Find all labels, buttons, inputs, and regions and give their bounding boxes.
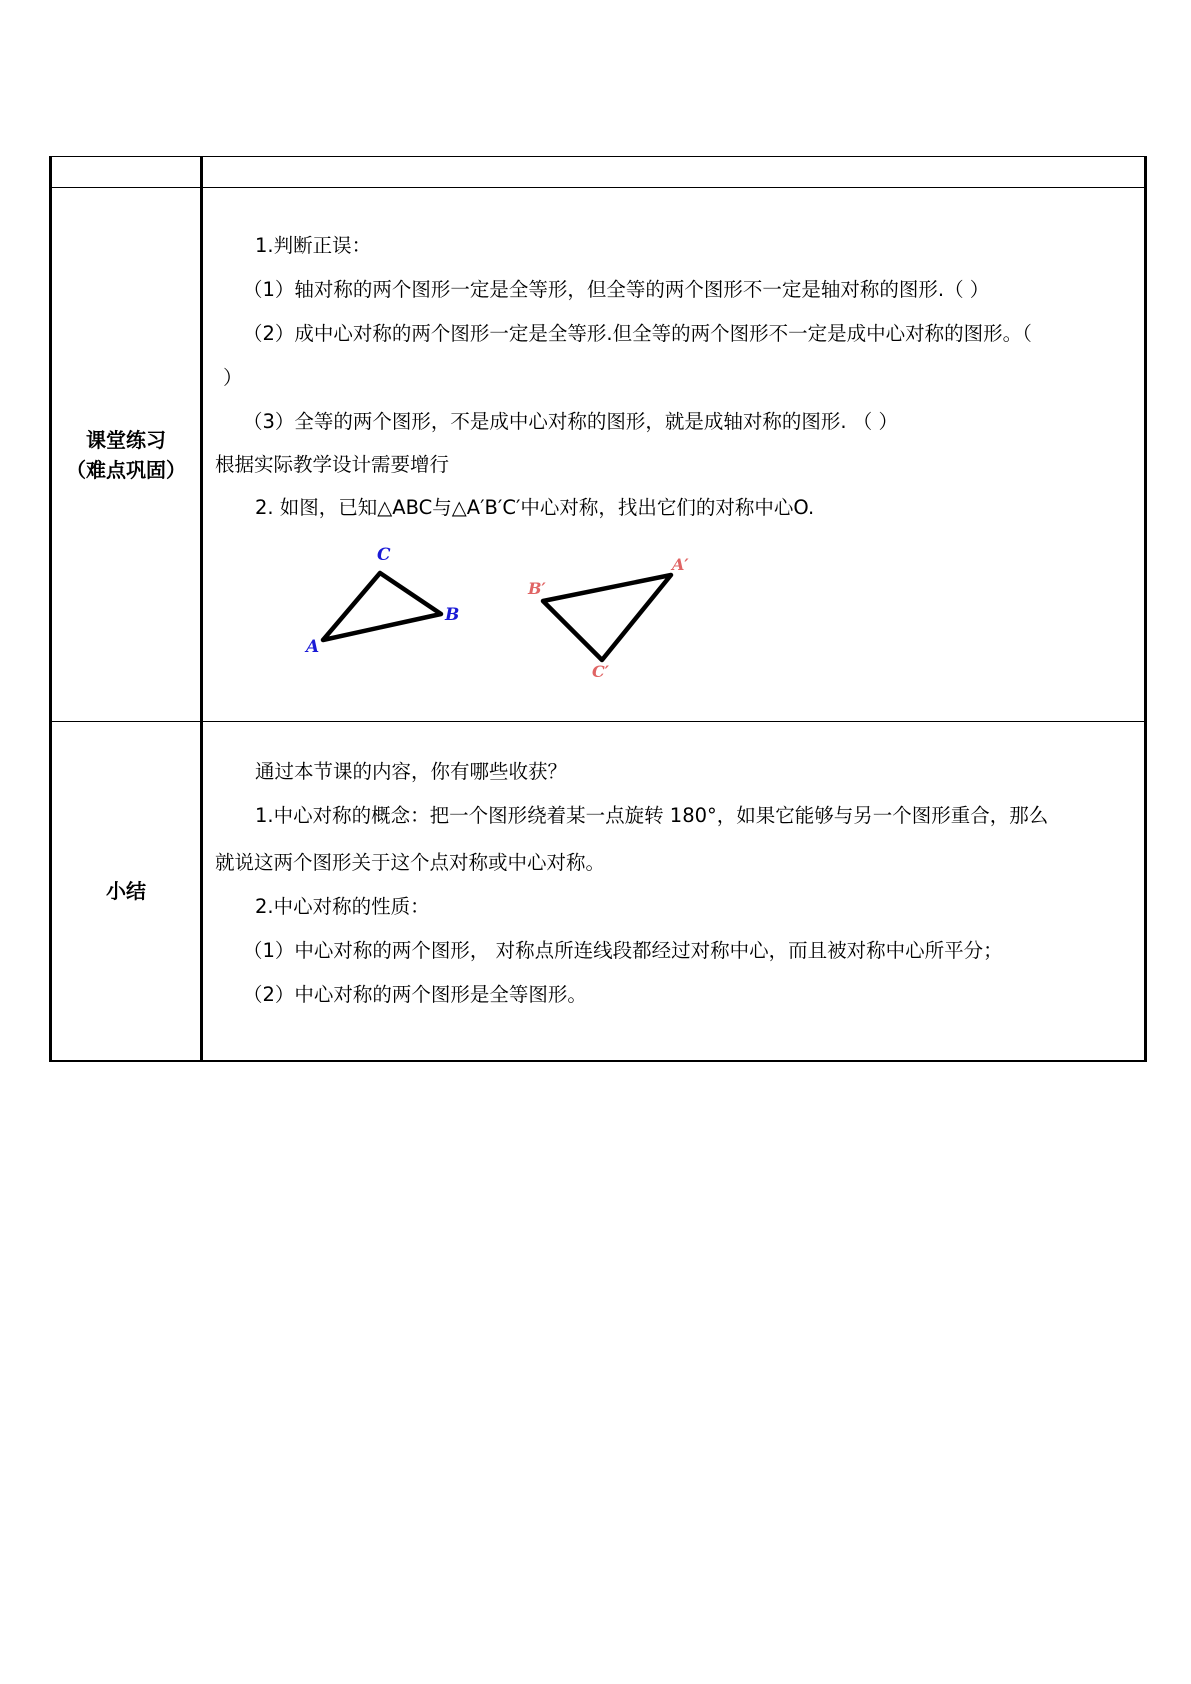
vertex-label-b-prime: B′ [528, 579, 546, 598]
practice-item-2-close: ） [223, 366, 243, 389]
triangle-figure-svg [215, 530, 775, 710]
summary-definition-cont: 就说这两个图形关于这个点对称或中心对称。 [215, 851, 606, 874]
header-content-cell [202, 157, 1146, 188]
practice-note: 根据实际教学设计需要增行 [215, 453, 450, 476]
vertex-label-a-prime: A′ [672, 555, 689, 574]
summary-row [51, 722, 1146, 1061]
summary-prompt: 通过本节课的内容，你有哪些收获？ [255, 760, 568, 783]
practice-label-cell [51, 188, 202, 722]
summary-content-cell [202, 722, 1146, 1061]
practice-content-cell [202, 188, 1146, 722]
vertex-label-c: C [377, 545, 391, 565]
lesson-plan-table [49, 156, 1147, 1062]
summary-properties-heading: 2.中心对称的性质： [255, 895, 430, 918]
summary-label-title: 小结 [106, 878, 146, 903]
summary-label-cell [51, 722, 202, 1061]
practice-label-title: 课堂练习 [86, 427, 166, 452]
vertex-label-b: B [445, 605, 460, 625]
practice-question-2: 2. 如图，已知△ABC与△A′B′C′中心对称，找出它们的对称中心O. [255, 496, 815, 519]
practice-item-1: （1）轴对称的两个图形一定是全等形，但全等的两个图形不一定是轴对称的图形.（ ） [243, 278, 990, 301]
practice-label-subtitle: （难点巩固） [66, 457, 186, 482]
triangle-abc [323, 573, 441, 640]
vertex-label-a: A [306, 637, 320, 657]
practice-item-2: （2）成中心对称的两个图形一定是全等形.但全等的两个图形不一定是成中心对称的图形。（ [243, 322, 1032, 345]
triangle-prime [543, 575, 671, 660]
vertex-label-c-prime: C′ [592, 662, 609, 681]
practice-item-3: （3）全等的两个图形，不是成中心对称的图形，就是成轴对称的图形. （ ） [243, 410, 899, 433]
triangle-figure [215, 530, 1126, 710]
header-label-cell [51, 157, 202, 188]
practice-heading: 1.判断正误： [255, 234, 372, 257]
summary-property-1: （1）中心对称的两个图形， 对称点所连线段都经过对称中心，而且被对称中心所平分； [243, 939, 1003, 962]
practice-row [51, 188, 1146, 722]
summary-definition: 1.中心对称的概念：把一个图形绕着某一点旋转 180°，如果它能够与另一个图形重合，那么 [255, 804, 1049, 827]
header-row [51, 157, 1146, 188]
summary-property-2: （2）中心对称的两个图形是全等图形。 [243, 983, 587, 1006]
